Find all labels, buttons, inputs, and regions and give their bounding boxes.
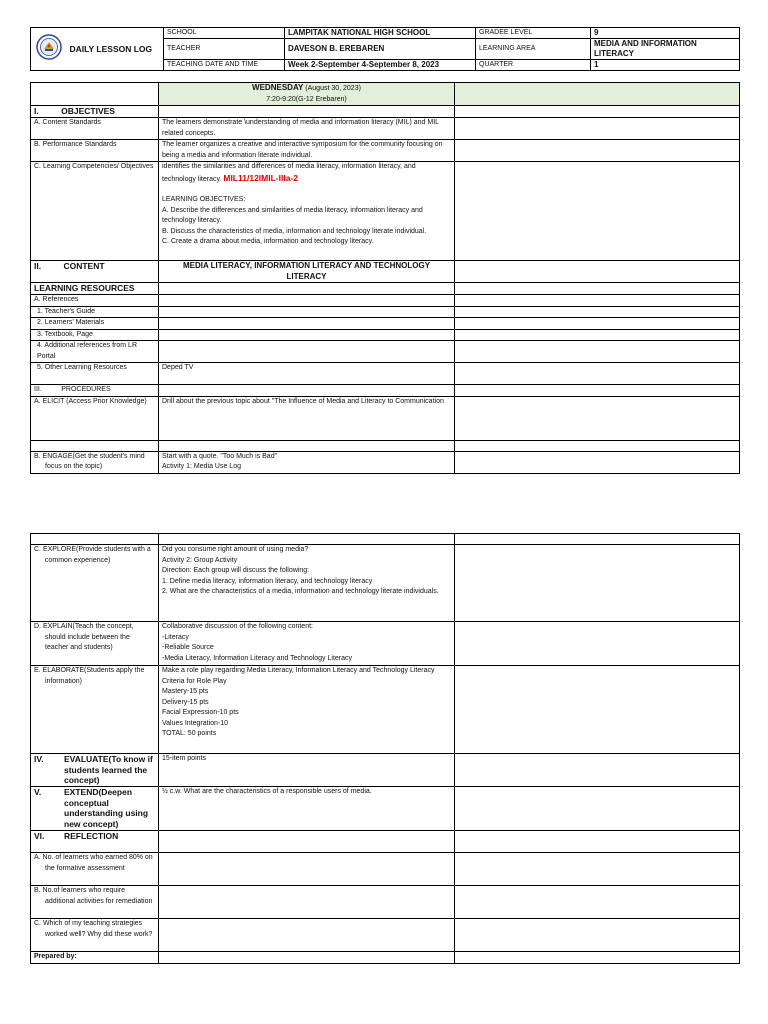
elaborate-line-7: TOTAL: 50 points bbox=[162, 730, 217, 737]
area-value: MEDIA AND INFORMATION LITERACY bbox=[591, 39, 740, 60]
log-title: DAILY LESSON LOG bbox=[67, 28, 164, 71]
explain-extra bbox=[455, 622, 740, 666]
other-resources-label: 5. Other Learning Resources bbox=[31, 363, 159, 385]
day-name: WEDNESDAY bbox=[252, 83, 304, 92]
grade-value: 9 bbox=[591, 28, 740, 39]
date-label: TEACHING DATE AND TIME bbox=[164, 60, 285, 71]
reflection-b-value bbox=[159, 886, 455, 919]
extend-extra bbox=[455, 787, 740, 831]
explain-line-1: Collaborative discussion of the following content: bbox=[162, 623, 313, 630]
textbook-label: 3. Textbook, Page bbox=[31, 329, 159, 341]
lesson-table-page-1 bbox=[30, 82, 740, 474]
elaborate-line-4: Delivery-15 pts bbox=[162, 698, 209, 706]
content-standards-value: The learners demonstrate \understanding of media and information literacy (MIL) and MIL related concepts. bbox=[159, 118, 455, 140]
school-label: SCHOOL bbox=[164, 28, 285, 39]
prepared-by-value bbox=[159, 952, 455, 964]
elaborate-line-1: Make a role play regarding Media Literacy, Information Literacy and Technology Literacy bbox=[162, 667, 435, 674]
evaluate-num: IV. bbox=[34, 754, 44, 764]
lo-a: A. Describe the differences and similarities of media literacy, information literacy and technology literacy. bbox=[162, 206, 423, 224]
evaluate-label bbox=[31, 754, 159, 787]
extend-num: V. bbox=[34, 787, 42, 797]
content-value: MEDIA LITERACY, INFORMATION LITERACY AND TECHNOLOGY LITERACY bbox=[159, 261, 455, 283]
reflection-a-extra bbox=[455, 853, 740, 886]
grade-label: GRADEE LEVEL bbox=[476, 28, 591, 39]
explore-extra bbox=[455, 545, 740, 622]
additional-references-label: 4. Additional references from LR Portal bbox=[31, 341, 159, 363]
learners-materials-value bbox=[159, 318, 455, 330]
explain-value bbox=[159, 622, 455, 666]
lesson-table-page-2 bbox=[30, 533, 740, 964]
references-extra bbox=[455, 295, 740, 307]
competencies-extra bbox=[455, 162, 740, 261]
elaborate-value bbox=[159, 666, 455, 754]
date-value: Week 2-September 4-September 8, 2023 bbox=[285, 60, 476, 71]
spacer-row-value bbox=[159, 440, 455, 451]
elaborate-line-2: Criteria for Role Play bbox=[162, 677, 227, 685]
explain-line-4: -Media Literacy, Information Literacy and Technology Literacy bbox=[162, 654, 353, 662]
procedures-blank bbox=[159, 385, 455, 397]
engage-line-2: Activity 1: Media Use Log bbox=[162, 463, 241, 470]
reflection-text: REFLECTION bbox=[64, 831, 119, 841]
day-header-blank bbox=[31, 83, 159, 106]
elaborate-label: E. ELABORATE(Students apply the information) bbox=[31, 666, 159, 754]
explore-value bbox=[159, 545, 455, 622]
teachers-guide-value bbox=[159, 306, 455, 318]
references-label: A. References bbox=[31, 295, 159, 307]
objectives-heading-blank bbox=[159, 106, 455, 118]
textbook-extra bbox=[455, 329, 740, 341]
content-label: CONTENT bbox=[63, 261, 105, 271]
elaborate-line-3: Mastery-15 pts bbox=[162, 688, 209, 695]
content-extra bbox=[455, 261, 740, 283]
explain-label: D. EXPLAIN(Teach the concept, should include between the teacher and students) bbox=[31, 622, 159, 666]
page2-top-blank-3 bbox=[455, 534, 740, 545]
references-value bbox=[159, 295, 455, 307]
objectives-heading-extra bbox=[455, 106, 740, 118]
resources-extra bbox=[455, 283, 740, 295]
resources-blank bbox=[159, 283, 455, 295]
content-num: II. bbox=[34, 261, 42, 271]
other-resources-value: Deped TV bbox=[159, 363, 455, 385]
additional-references-value bbox=[159, 341, 455, 363]
reflection-a-label: A. No. of learners who earned 80% on the formative assessment bbox=[31, 853, 159, 886]
competencies-label: C. Learning Competencies/ Objectives bbox=[31, 162, 159, 261]
teachers-guide-extra bbox=[455, 306, 740, 318]
prepared-by-label: Prepared by: bbox=[31, 952, 159, 964]
teacher-label: TEACHER bbox=[164, 39, 285, 60]
day-time: 7:20-9:20(G-12 Erebaren) bbox=[266, 95, 347, 103]
reflection-blank bbox=[159, 831, 455, 853]
elaborate-extra bbox=[455, 666, 740, 754]
reflection-heading bbox=[31, 831, 159, 853]
elicit-value: Drill about the previous topic about "The Influence of Media and Literacy to Communication bbox=[159, 396, 455, 440]
other-resources-extra bbox=[455, 363, 740, 385]
engage-value bbox=[159, 451, 455, 473]
quarter-label: QUARTER bbox=[476, 60, 591, 71]
spacer-row-extra bbox=[455, 440, 740, 451]
extend-value: ½ c.w. What are the characteristics of a responsible users of media. bbox=[159, 787, 455, 831]
performance-standards-extra bbox=[455, 140, 740, 162]
objectives-num: I. bbox=[34, 106, 39, 116]
explain-line-3: -Reliable Source bbox=[162, 644, 214, 651]
competency-code: MIL11/12IMIL-IIIa-2 bbox=[223, 172, 298, 183]
reflection-extra bbox=[455, 831, 740, 853]
extend-text: EXTEND(Deepen conceptual understanding using new concept) bbox=[64, 787, 149, 829]
area-label: LEARNING AREA bbox=[476, 39, 591, 60]
day-header bbox=[159, 83, 455, 106]
school-value: LAMPITAK NATIONAL HIGH SCHOOL bbox=[285, 28, 476, 39]
reflection-a-value bbox=[159, 853, 455, 886]
evaluate-value: 15-item points bbox=[159, 754, 455, 787]
performance-standards-value: The learner organizes a creative and interactive symposium for the community focusing on being a media and information literate individual. bbox=[159, 140, 455, 162]
deped-seal-logo bbox=[31, 28, 67, 71]
quarter-value: 1 bbox=[591, 60, 740, 71]
content-heading bbox=[31, 261, 159, 283]
engage-line-1: Start with a quote. "Too Much is Bad" bbox=[162, 452, 278, 460]
extend-label bbox=[31, 787, 159, 831]
additional-references-extra bbox=[455, 341, 740, 363]
reflection-b-extra bbox=[455, 886, 740, 919]
resources-heading: LEARNING RESOURCES bbox=[31, 283, 159, 295]
explore-line-3: Direction: Each group will discuss the following: bbox=[162, 567, 310, 574]
learners-materials-extra bbox=[455, 318, 740, 330]
engage-extra bbox=[455, 451, 740, 473]
elicit-extra bbox=[455, 396, 740, 440]
prepared-by-extra bbox=[455, 952, 740, 964]
seal-icon bbox=[36, 34, 62, 60]
procedures-extra bbox=[455, 385, 740, 397]
day-header-extra bbox=[455, 83, 740, 106]
elaborate-line-6: Values Integration-10 bbox=[162, 719, 229, 727]
explore-label: C. EXPLORE(Provide students with a common experience) bbox=[31, 545, 159, 622]
objectives-label: OBJECTIVES bbox=[61, 106, 115, 116]
spacer-row-label bbox=[31, 440, 159, 451]
page2-top-blank-2 bbox=[159, 534, 455, 545]
header-table bbox=[30, 27, 740, 71]
reflection-b-label: B. No.of learners who require additional activities for remediation bbox=[31, 886, 159, 919]
procedures-heading: III. PROCEDURES bbox=[31, 385, 159, 397]
lo-heading: LEARNING OBJECTIVES: bbox=[162, 196, 246, 203]
content-standards-extra bbox=[455, 118, 740, 140]
reflection-c-label: C. Which of my teaching strategies worked well? Why did these work? bbox=[31, 919, 159, 952]
explain-line-2: -Literacy bbox=[162, 633, 189, 641]
teacher-value: DAVESON B. EREBAREN bbox=[285, 39, 476, 60]
learners-materials-label: 2. Learners' Materials bbox=[31, 318, 159, 330]
explore-line-5: 2. What are the characteristics of a media, information and technology literate individuals. bbox=[162, 588, 439, 595]
reflection-c-extra bbox=[455, 919, 740, 952]
lo-c: C. Create a drama about media, information and technology literacy. bbox=[162, 238, 374, 245]
day-date: (August 30, 2023) bbox=[305, 85, 361, 92]
page2-top-blank bbox=[31, 534, 159, 545]
evaluate-text: EVALUATE(To know if students learned the concept) bbox=[64, 754, 153, 785]
competencies-value bbox=[159, 162, 455, 261]
reflection-c-value bbox=[159, 919, 455, 952]
content-standards-label: A. Content Standards bbox=[31, 118, 159, 140]
reflection-num: VI. bbox=[34, 831, 45, 841]
lo-b: B. Discuss the characteristics of media, information and technology literate individual. bbox=[162, 227, 427, 235]
objectives-heading bbox=[31, 106, 159, 118]
evaluate-extra bbox=[455, 754, 740, 787]
elicit-label: A. ELICIT (Access Prior Knowledge) bbox=[31, 396, 159, 440]
explore-line-4: 1. Define media literacy, information literacy, and technology literacy bbox=[162, 577, 373, 585]
competency-text: identifies the similarities and differences of media literacy, information literacy, and technology literacy. bbox=[162, 163, 416, 183]
elaborate-line-5: Facial Expression-10 pts bbox=[162, 709, 239, 716]
textbook-value bbox=[159, 329, 455, 341]
explore-line-1: Did you consume right amount of using media? bbox=[162, 546, 309, 553]
teachers-guide-label: 1. Teacher's Guide bbox=[31, 306, 159, 318]
explore-line-2: Activity 2: Group Activity bbox=[162, 556, 238, 564]
engage-label: B. ENGAGE(Get the student's mind focus on the topic) bbox=[31, 451, 159, 473]
performance-standards-label: B. Performance Standards bbox=[31, 140, 159, 162]
